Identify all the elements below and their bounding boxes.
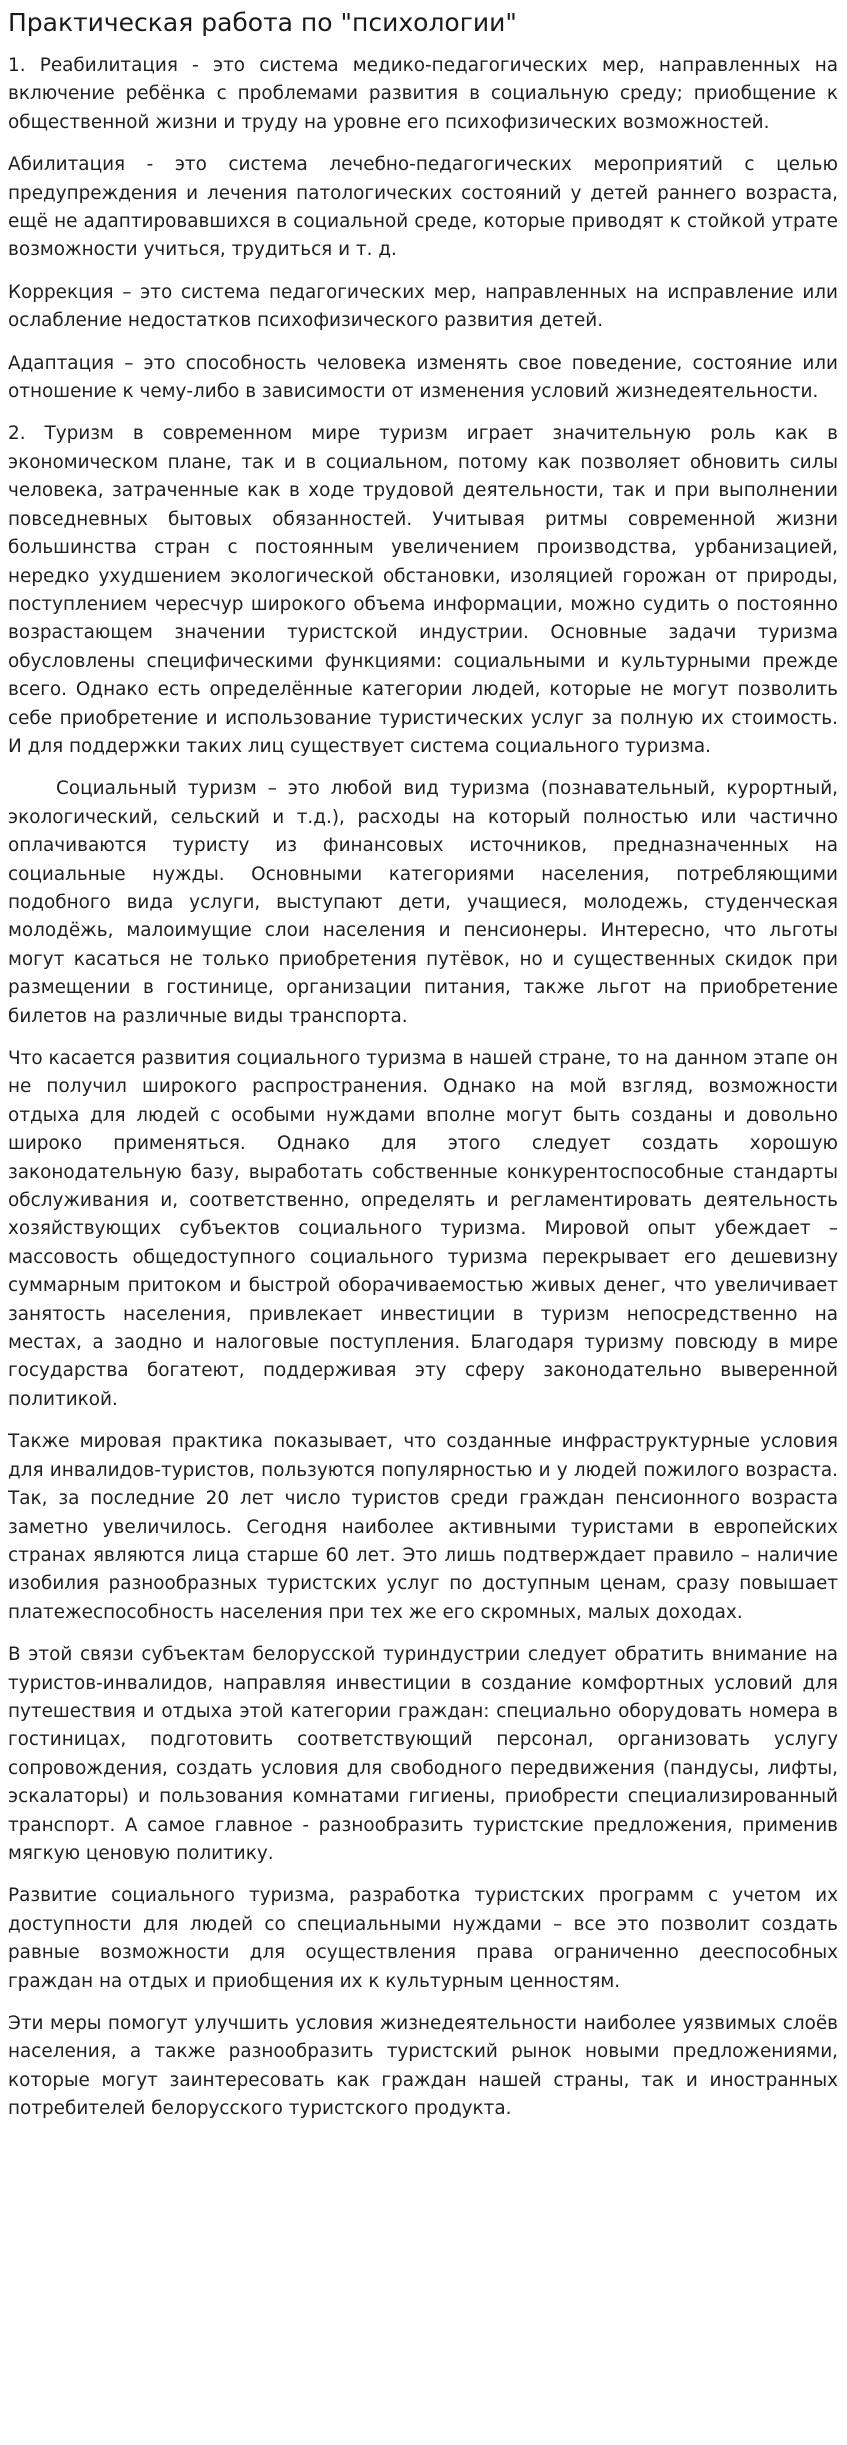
paragraph-rehabilitation: 1. Реабилитация - это система медико-педагогических мер, направленных на включение ребёнка с проблемами развития в социальную среду; приобщение к общественной жизни и труду на уровне его психофизических возможностей. bbox=[8, 55, 838, 133]
paragraph-social-tourism-development: Развитие социального туризма, разработка туристских программ с учетом их доступности для людей со специальными нуждами – все это позволит создать равные возможности для осуществления права ограниченно дееспособных граждан на отдых и приобщения их к культурным ценностям. bbox=[8, 1885, 838, 1992]
paragraph-development: Что касается развития социального туризма в нашей стране, то на данном этапе он не получил широкого распространения. Однако на мой взгляд, возможности отдыха для людей с особыми нуждами вполне могут быть созданы и довольно широко применяться. Однако для этого следует создать хорошую законодательную базу, выработать собственные конкурентоспособные стандарты обслуживания и, соответственно, определять и регламентировать деятельность хозяйствующих субъектов социального туризма. Мировой опыт убеждает – массовость общедоступного социального туризма перекрывает его дешевизну суммарным притоком и быстрой оборачиваемостью живых денег, что увеличивает занятость населения, привлекает инвестиции в туризм непосредственно на местах, а заодно и налоговые поступления. Благодаря туризму повсюду в мире государства богатеют, поддерживая эту сферу законодательно выверенной политикой. bbox=[8, 1048, 838, 1410]
paragraph-adaptation: Адаптация – это способность человека изменять свое поведение, состояние или отношение к чему-либо в зависимости от изменения условий жизнедеятельности. bbox=[8, 352, 838, 403]
page-title: Практическая работа по "психологии" bbox=[8, 8, 517, 37]
paragraph-tourism: 2. Туризм в современном мире туризм играет значительную роль как в экономическом плане, так и в социальном, потому как позволяет обновить силы человека, затраченные как в ходе трудовой деятельности, так и при выполнении повседневных бытовых обязанностей. Учитывая ритмы современной жизни большинства стран с постоянным увеличением производства, урбанизацией, нередко ухудшением экологической обстановки, изоляцией горожан от природы, поступлением чересчур широкого объема информации, можно судить о постоянно возрастающем значении туристской индустрии. Основные задачи туризма обусловлены специфическими функциями: социальными и культурными прежде всего. Однако есть определённые категории людей, которые не могут позволить себе приобретение и использование туристических услуг за полную их стоимость. И для поддержки таких лиц существует система социального туризма. bbox=[8, 423, 838, 757]
paragraph-world-practice: Также мировая практика показывает, что созданные инфраструктурные условия для инвалидов-туристов, пользуются популярностью и у людей пожилого возраста. Так, за последние 20 лет число туристов среди граждан пенсионного возраста заметно увеличилось. Сегодня наиболее активными туристами в европейских странах являются лица старше 60 лет. Это лишь подтверждает правило – наличие изобилия разнообразных туристских услуг по доступным ценам, сразу повышает платежеспособность населения при тех же его скромных, малых доходах. bbox=[8, 1431, 838, 1623]
paragraph-habilitation: Абилитация - это система лечебно-педагогических мероприятий с целью предупреждения и лечения патологических состояний у детей раннего возраста, ещё не адаптировавшихся в социальной среде, которые приводят к стойкой утрате возможности учиться, трудиться и т. д. bbox=[8, 154, 838, 261]
paragraph-belarus-industry: В этой связи субъектам белорусской туриндустрии следует обратить внимание на туристов-инвалидов, направляя инвестиции в создание комфортных условий для путешествия и отдыха этой категории граждан: специально оборудовать номера в гостиницах, подготовить соответствующий персонал, организовать услугу сопровождения, создать условия для свободного передвижения (пандусы, лифты, эскалаторы) и пользования комнатами гигиены, приобрести специализированный транспорт. А самое главное - разнообразить туристские предложения, применив мягкую ценовую политику. bbox=[8, 1644, 838, 1864]
paragraph-conclusion: Эти меры помогут улучшить условия жизнедеятельности наиболее уязвимых слоёв населения, а также разнообразить туристский рынок новыми предложениями, которые могут заинтересовать как граждан нашей страны, так и иностранных потребителей белорусского туристского продукта. bbox=[8, 2013, 838, 2120]
paragraph-correction: Коррекция – это система педагогических мер, направленных на исправление или ослабление недостатков психофизического развития детей. bbox=[8, 281, 838, 332]
paragraph-social-tourism: Социальный туризм – это любой вид туризма (познавательный, курортный, экологический, сельский и т.д.), расходы на который полностью или частично оплачиваются туристу из финансовых источников, предназначенных на социальные нужды. Основными категориями населения, потребляющими подобного вида услуги, выступают дети, учащиеся, молодежь, студенческая молодёжь, малоимущие слои населения и пенсионеры. Интересно, что льготы могут касаться не только приобретения путёвок, но и существенных скидок при размещении в гостинице, организации питания, также льгот на приобретение билетов на различные виды транспорта. bbox=[8, 778, 838, 1027]
